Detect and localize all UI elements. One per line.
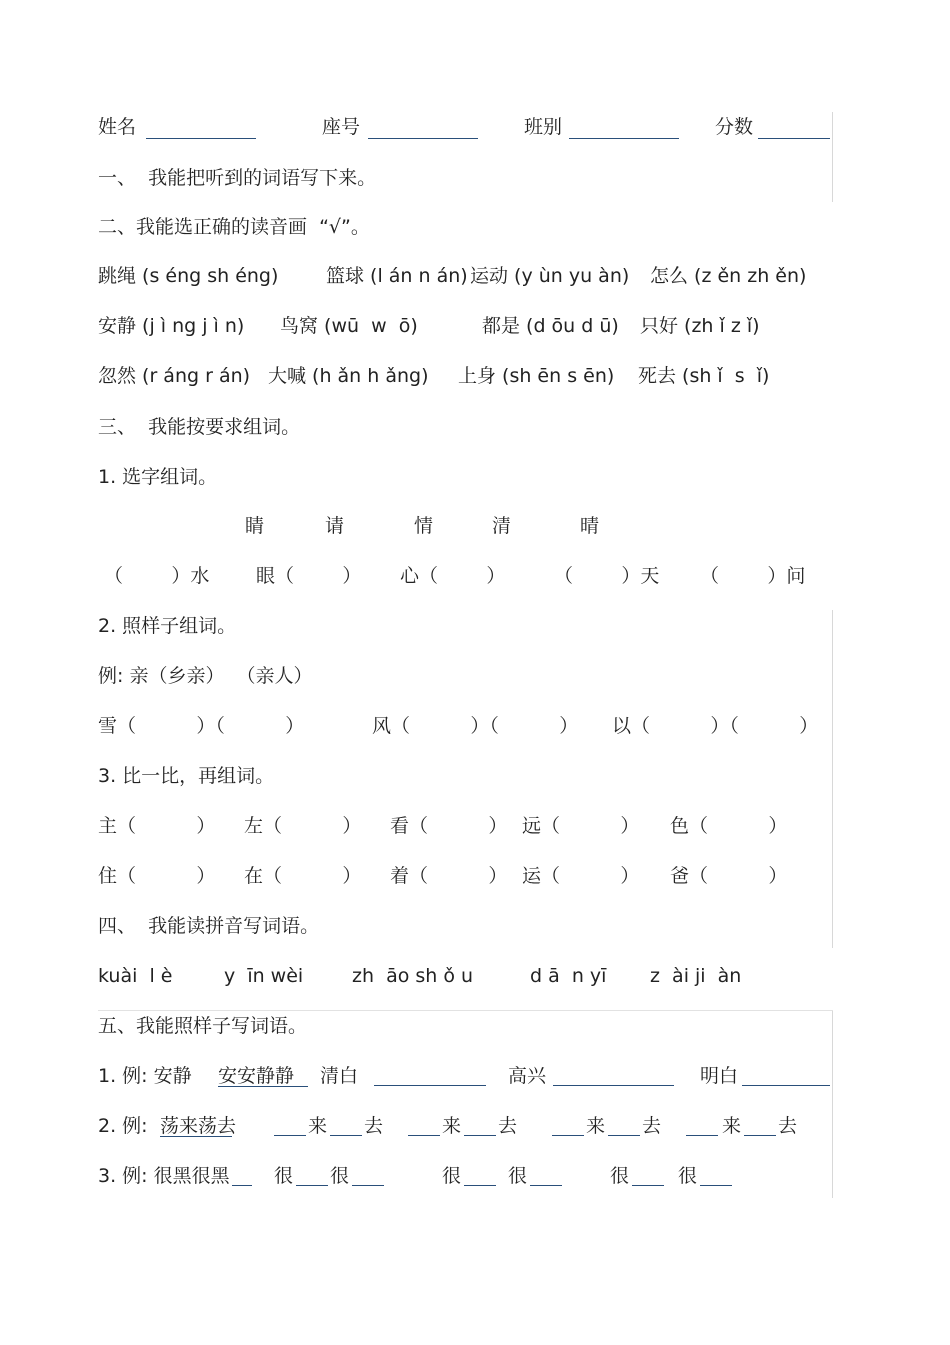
word-blank[interactable]: 心（ ）: [400, 565, 506, 587]
word-blank[interactable]: 以（ ）（ ）: [612, 715, 819, 737]
pattern-char: 很: [508, 1165, 528, 1187]
answer-blank[interactable]: [296, 1185, 328, 1186]
pattern-char: 去: [364, 1115, 384, 1137]
class-label: 班别: [524, 116, 563, 138]
pronunciation-item[interactable]: 只好 (zh ǐ z ǐ): [640, 315, 760, 337]
pattern-char: 去: [498, 1115, 518, 1137]
word-blank[interactable]: 爸（ ）: [670, 865, 788, 887]
word-blank[interactable]: 在（ ）: [244, 865, 362, 887]
seat-field[interactable]: [368, 138, 478, 139]
section-divider: [98, 1010, 833, 1011]
answer-blank[interactable]: [742, 1085, 830, 1086]
word-blank[interactable]: 远（ ）: [522, 815, 640, 837]
example-underline: [232, 1185, 252, 1186]
word-blank[interactable]: 左（ ）: [244, 815, 362, 837]
name-label: 姓名: [98, 116, 137, 138]
pronunciation-item[interactable]: 怎么 (z ěn zh ěn): [650, 265, 807, 287]
pinyin-word: d ā n yī: [530, 965, 607, 987]
answer-blank[interactable]: [374, 1085, 486, 1086]
pronunciation-item[interactable]: 大喊 (h ǎn h ǎng): [268, 365, 429, 387]
seat-label: 座号: [322, 116, 361, 138]
pronunciation-item[interactable]: 安静 (j ì ng j ì n): [98, 315, 245, 337]
answer-blank[interactable]: [330, 1135, 362, 1136]
pronunciation-item[interactable]: 鸟窝 (wū w ō): [280, 315, 418, 337]
pronunciation-item[interactable]: 跳绳 (s éng sh éng): [98, 265, 279, 287]
pronunciation-item[interactable]: 死去 (sh ǐ s ǐ): [638, 365, 770, 387]
part1-title: 1. 选字组词。: [98, 466, 218, 488]
pattern-word: 高兴: [508, 1065, 547, 1087]
pinyin-word: y īn wèi: [224, 965, 304, 987]
pattern-word: 明白: [700, 1065, 739, 1087]
margin-rule: [832, 610, 833, 948]
example-underline: [218, 1086, 308, 1087]
pattern-char: 去: [642, 1115, 662, 1137]
pattern-char: 很: [274, 1165, 294, 1187]
answer-blank[interactable]: [686, 1135, 718, 1136]
section2-title: 二、我能选正确的读音画 “√”。: [98, 216, 370, 238]
word-blank[interactable]: 着（ ）: [390, 865, 508, 887]
answer-blank[interactable]: [700, 1185, 732, 1186]
part2-title: 2. 照样子组词。: [98, 615, 237, 637]
margin-rule: [832, 112, 833, 202]
word-blank[interactable]: 运（ ）: [522, 865, 640, 887]
section3-title: 三、 我能按要求组词。: [98, 416, 301, 438]
answer-blank[interactable]: [274, 1135, 306, 1136]
pinyin-word: z ài ji àn: [650, 965, 742, 987]
section1-title: 一、 我能把听到的词语写下来。: [98, 167, 377, 189]
pronunciation-item[interactable]: 运动 (y ùn yu àn): [470, 265, 630, 287]
answer-blank[interactable]: [744, 1135, 776, 1136]
pattern-char: 很: [442, 1165, 462, 1187]
example-answer: 安安静静: [218, 1065, 295, 1087]
pattern-char: 去: [778, 1115, 798, 1137]
answer-blank[interactable]: [632, 1185, 664, 1186]
part3-title: 3. 比一比，再组词。: [98, 765, 275, 787]
answer-blank[interactable]: [530, 1185, 562, 1186]
example-underline: [160, 1136, 232, 1137]
pattern-word: 清白: [320, 1065, 359, 1087]
example-answer: 荡来荡去: [160, 1115, 237, 1137]
score-label: 分数: [715, 116, 754, 138]
choice-char: 情: [414, 515, 434, 537]
choice-char: 清: [492, 515, 512, 537]
word-blank[interactable]: 主（ ）: [98, 815, 216, 837]
example-prefix: 3. 例: 很黑很黑: [98, 1165, 230, 1187]
pinyin-word: zh āo sh ǒ u: [352, 965, 474, 987]
class-field[interactable]: [569, 138, 679, 139]
word-blank[interactable]: （ ）问: [700, 565, 806, 587]
pattern-char: 很: [610, 1165, 630, 1187]
pronunciation-item[interactable]: 上身 (sh ēn s ēn): [458, 365, 615, 387]
word-blank[interactable]: （ ）天: [554, 565, 660, 587]
pattern-char: 很: [330, 1165, 350, 1187]
word-blank[interactable]: 雪（ ）（ ）: [98, 715, 305, 737]
example-prefix: 1. 例: 安静: [98, 1065, 192, 1087]
margin-rule: [832, 1010, 833, 1198]
choice-char: 睛: [245, 515, 265, 537]
pinyin-word: kuài l è: [98, 965, 173, 987]
section5-title: 五、我能照样子写词语。: [98, 1015, 308, 1037]
pattern-char: 来: [722, 1115, 742, 1137]
word-blank[interactable]: （ ）水: [104, 565, 210, 587]
answer-blank[interactable]: [552, 1135, 584, 1136]
score-field[interactable]: [758, 138, 830, 139]
word-blank[interactable]: 风（ ）（ ）: [372, 715, 579, 737]
pattern-char: 来: [442, 1115, 462, 1137]
word-blank[interactable]: 住（ ）: [98, 865, 216, 887]
section4-title: 四、 我能读拼音写词语。: [98, 915, 320, 937]
pronunciation-item[interactable]: 都是 (d ōu d ū): [482, 315, 619, 337]
pattern-char: 来: [586, 1115, 606, 1137]
example-prefix: 2. 例:: [98, 1115, 148, 1137]
answer-blank[interactable]: [464, 1135, 496, 1136]
pattern-char: 来: [308, 1115, 328, 1137]
answer-blank[interactable]: [408, 1135, 440, 1136]
answer-blank[interactable]: [464, 1185, 496, 1186]
word-blank[interactable]: 看（ ）: [390, 815, 508, 837]
name-field[interactable]: [146, 138, 256, 139]
word-blank[interactable]: 色（ ）: [670, 815, 788, 837]
choice-char: 晴: [580, 515, 600, 537]
answer-blank[interactable]: [352, 1185, 384, 1186]
answer-blank[interactable]: [553, 1085, 674, 1086]
pronunciation-item[interactable]: 忽然 (r áng r án): [98, 365, 251, 387]
pronunciation-item[interactable]: 篮球 (l án n án): [326, 265, 468, 287]
answer-blank[interactable]: [608, 1135, 640, 1136]
word-blank[interactable]: 眼（ ）: [256, 565, 362, 587]
part2-example: 例: 亲（乡亲） （亲人）: [98, 665, 313, 687]
choice-char: 请: [325, 515, 345, 537]
pattern-char: 很: [678, 1165, 698, 1187]
